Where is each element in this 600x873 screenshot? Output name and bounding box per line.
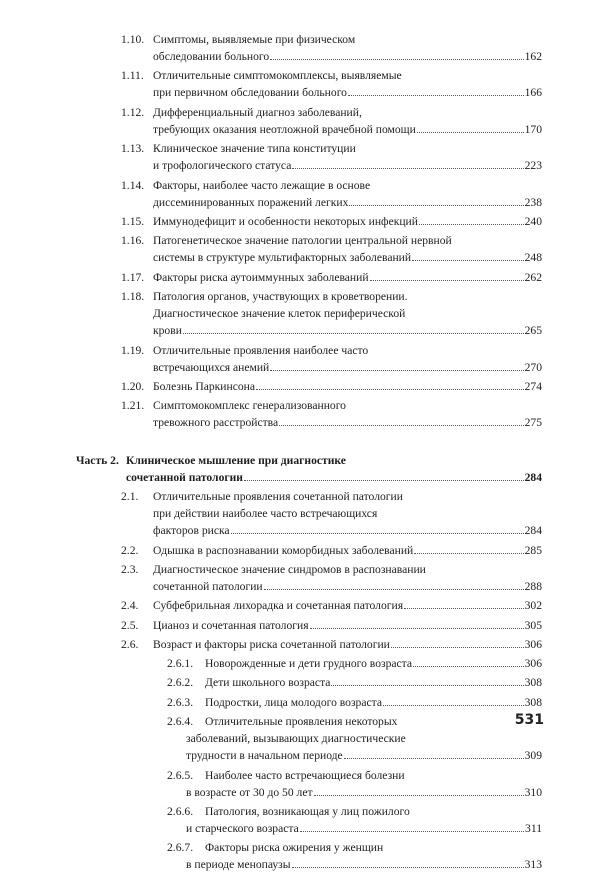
dot-leader [404,607,524,609]
toc-entry-page: 170 [524,122,542,136]
toc-entry-title-line [153,84,542,101]
toc-entry-page: 306 [524,657,542,671]
toc-entry-number: 1.10. [121,33,145,46]
toc-entry-title-text: требующих оказания неотложной врачебной помощи [153,122,416,136]
toc-entry [0,617,600,634]
toc-entry-title-text: Возраст и факторы риска сочетанной патологии [153,637,390,651]
dot-leader [314,794,524,796]
toc-entry-page: 311 [525,821,542,835]
dot-leader [417,131,524,133]
toc-entry-number: 2.6.4. [167,715,194,728]
toc-entry-number: 2.2. [121,543,139,557]
toc-entry-title-text: обследовании больного [153,50,270,64]
dot-leader [344,757,524,759]
toc-entry-page: 270 [524,360,542,374]
toc-entry-title-text: сочетанной патологии [126,470,243,484]
toc-entry [0,67,600,101]
dot-leader [419,223,524,225]
toc-entry-title-text: факторов риска [153,524,230,538]
toc-entry-title-line: Патология органов, участвующих в кроветворении. [153,290,408,303]
toc-entry-title-line [153,378,542,395]
dot-leader [231,532,524,534]
toc-entry-page: 275 [524,416,542,430]
toc-entry-title-line [153,269,542,286]
toc-entry-title-line: Симптомокомплекс генерализованного [153,399,346,413]
toc-entry-title-line: заболеваний, вызывающих диагностические [186,732,406,746]
toc-entry-title-text: встречающихся анемий [153,360,270,374]
toc-entry-title-line [153,194,542,211]
toc-entry-title-text: тревожного расстройства [153,416,279,430]
dot-leader [279,424,523,426]
toc-entry [0,31,600,65]
toc-entry-title-text: Подростки, лица молодого возраста [205,695,383,709]
toc-entry-number: 2.6. [121,637,139,651]
dot-leader [370,279,524,281]
toc-entry-title-line [205,674,542,691]
dot-leader [270,58,523,60]
toc-entry-page: 166 [524,86,542,100]
toc-entry-title-line: Диагностическое значение клеток периферической [153,307,406,321]
toc-entry-title-line [153,121,542,138]
toc-entry-number: 1.21. [121,399,145,413]
toc-entry-page: 305 [524,618,542,632]
toc-entry-page: 308 [524,695,542,709]
dot-leader [310,627,524,629]
toc-entry [0,177,600,211]
dot-leader [300,830,524,832]
toc-entry [0,140,600,174]
toc-entry-title-text: Иммунодефицит и особенности некоторых инфекций [153,215,418,228]
toc-entry-number: 2.6.6. [167,804,194,818]
toc-entry-title-line: Наиболее часто встречающиеся болезни [205,768,405,782]
toc-entry [0,288,600,339]
toc-entry-number: 2.6.7. [167,841,194,855]
toc-entry-title-text: системы в структуре мультифакторных заболеваний [153,251,412,265]
toc-entry-number: 2.6.1. [167,657,194,671]
toc-entry-title-text: сочетанной патологии [153,579,263,593]
toc-entry [0,488,600,539]
toc-entry-number: 1.17. [121,270,145,284]
toc-entry-title-line: Клиническое значение типа конституции [153,142,356,156]
toc-entry-title-line [153,542,542,559]
toc-entry [0,542,600,559]
toc-entry-title-line: Отличительные проявления наиболее часто [153,343,369,357]
toc-entry [0,674,600,691]
toc-entry-number: 2.1. [121,490,139,503]
dot-leader [331,684,523,686]
toc-entry [0,104,600,138]
toc-entry-number: 2.3. [121,562,139,576]
toc-entry-page: 310 [524,785,542,799]
toc-entry-page: 262 [524,270,542,284]
toc-entry-title-text: и старческого возраста [186,821,299,835]
toc-entry-title-line [153,522,542,539]
dot-leader [256,388,524,390]
dot-leader [270,369,523,371]
toc-entry-title-line [153,597,542,614]
toc-entry-title-line: Отличительные проявления сочетанной патологии [153,490,403,503]
toc-entry-title-text: Болезнь Паркинсона [153,379,255,393]
toc-entry-title-line: Патология, возникающая у лиц пожилого [205,804,410,818]
toc-entry-title-line [205,655,542,672]
toc-entry-page: 309 [524,749,542,763]
toc-entry-title-line: Симптомы, выявляемые при физическом [153,33,356,46]
toc-entry-title-text: диссеминированных поражений легких [153,195,349,209]
toc-entry-title-line: при действии наиболее часто встречающихся [153,507,378,521]
toc-entry-number: 1.16. [121,234,145,248]
toc-entry [0,342,600,376]
dot-leader [414,552,523,554]
toc-entry-title-line [153,414,542,431]
toc-entry-title-text: Цианоз и сочетанная патология [153,618,309,632]
toc-entry-title-line [126,469,542,486]
toc-entry-page: 306 [524,637,542,651]
dot-leader [391,646,524,648]
dot-leader [264,588,524,590]
toc-entry-title-text: в периоде менопаузы [186,858,291,872]
dot-leader [383,704,524,706]
toc-entry-page: 284 [524,470,542,484]
toc-entry-title-line: Диагностическое значение синдромов в распознавании [153,562,426,576]
dot-leader [183,332,524,334]
toc-entry-title-line [186,784,542,801]
dot-leader [292,866,524,868]
toc-entry-title-line [153,578,542,595]
toc-entry-title-text: Дети школьного возраста [205,676,331,690]
toc-entry-title-line: Отличительные проявления некоторых [205,715,398,728]
toc-entry [0,803,600,837]
toc-entry-title-line [153,636,542,653]
toc-entry [0,561,600,595]
toc-entry-title-line: Патогенетическое значение патологии центральной нервной [153,234,452,248]
toc-entry-title-line [153,48,542,65]
dot-leader [349,204,523,206]
toc-entry-title-line [205,694,542,711]
toc-entry-page: 240 [524,215,542,228]
toc-entry-title-line: Факторы риска ожирения у женщин [205,841,384,855]
toc-entry-page: 265 [524,324,542,338]
toc-entry-page: 248 [524,251,542,265]
dot-leader [292,167,523,169]
toc-entry-page: 284 [524,524,542,538]
toc-entry-page: 223 [524,159,542,173]
toc-entry-number: Часть 2. [76,453,119,467]
toc-entry-page: 313 [524,858,542,872]
toc-entry-title-line: Отличительные симптомокомплексы, выявляемые [153,69,402,83]
toc-entry [0,397,600,431]
toc-entry [0,767,600,801]
dot-leader [412,259,524,261]
toc-entry-title-line [153,157,542,174]
toc-entry [0,378,600,395]
toc-entry-title-line: Клиническое мышление при диагностике [126,453,346,467]
toc-entry-title-line [186,820,542,837]
toc-entry-title-line [186,856,542,873]
toc-entry-title-line: Факторы, наиболее часто лежащие в основе [153,178,371,192]
toc-entry-title-text: Субфебрильная лихорадка и сочетанная патология [153,599,404,613]
toc-entry-title-line: Дифференциальный диагноз заболеваний, [153,105,362,119]
toc-entry-page: 288 [524,579,542,593]
toc-entry-page: 302 [524,599,542,613]
toc-entry-number: 2.4. [121,599,139,613]
toc-entry-number: 1.19. [121,343,145,357]
toc-entry-title-line [153,213,542,230]
toc-entry-title-text: и трофологического статуса [153,159,292,173]
toc-entry-page: 162 [524,50,542,64]
toc-entry-title-line [153,322,542,339]
toc-entry-title-text: Новорожденные и дети грудного возраста [205,657,413,671]
toc-entry [0,269,600,286]
dot-leader [348,94,524,96]
toc-entry-title-text: при первичном обследовании больного [153,86,347,100]
toc-entry-number: 2.6.3. [167,695,194,709]
toc-entry-title-text: Факторы риска аутоиммунных заболеваний [153,270,369,284]
toc-part-heading [0,452,600,486]
toc-entry-title-line [153,249,542,266]
toc-entry-number: 2.6.2. [167,676,194,690]
toc-entry [0,839,600,873]
toc-entry-title-line [153,359,542,376]
toc-entry-number: 2.5. [121,618,139,632]
toc-entry [0,636,600,653]
toc-entry-title-text: трудности в начальном периоде [186,749,343,763]
toc-entry-page: 285 [524,543,542,557]
toc-entry-number: 1.20. [121,379,145,393]
dot-leader [244,479,524,481]
toc-entry [0,655,600,672]
toc-entry [0,597,600,614]
page-number: 531 [514,712,544,728]
toc-entry-number: 1.14. [121,178,145,192]
toc-entry-number: 1.18. [121,290,145,303]
toc-entry-title-text: крови [153,324,182,338]
toc-entry-number: 1.12. [121,105,145,119]
toc-entry-number: 1.15. [121,215,145,228]
toc-entry-page: 238 [524,195,542,209]
toc-entry [0,213,600,230]
toc-entry-title-text: в возрасте от 30 до 50 лет [186,785,313,799]
toc-entry-page: 308 [524,676,542,690]
toc-entry-number: 1.13. [121,142,145,156]
toc-entry [0,694,600,711]
toc-entry-title-line [153,617,542,634]
toc-entry-number: 2.6.5. [167,768,194,782]
toc-entry [0,232,600,266]
dot-leader [413,665,524,667]
toc-entry-number: 1.11. [121,69,144,83]
toc-entry-title-text: Одышка в распознавании коморбидных заболеваний [153,543,414,557]
toc-entry-page: 274 [524,379,542,393]
